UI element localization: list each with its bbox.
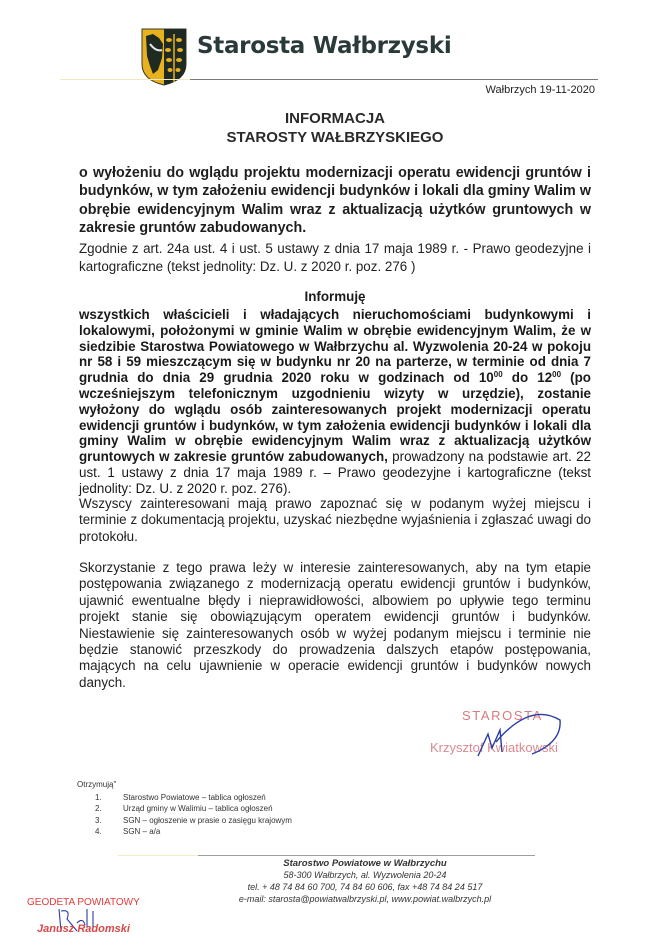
informuje-heading: Informuję bbox=[304, 289, 366, 304]
footer-rule-fade bbox=[118, 855, 198, 856]
footer-phone: tel. + 48 74 84 60 700, 74 84 60 606, fax +48 74 84 24 517 bbox=[247, 882, 483, 892]
hour-superscript: 00 bbox=[552, 370, 562, 380]
announcement-bold-mid: do 12 bbox=[502, 370, 553, 386]
header-divider bbox=[190, 79, 598, 80]
recipients-label: Otrzymują" bbox=[77, 780, 117, 789]
hour-superscript: 00 bbox=[493, 370, 503, 380]
recipient-item: 4. SGN – a/a bbox=[95, 826, 161, 836]
document-title: INFORMACJA bbox=[285, 110, 385, 127]
brand-title: Starosta Wałbrzyski bbox=[197, 33, 452, 59]
surveyor-role: GEODETA POWIATOWY bbox=[27, 897, 140, 908]
signature-role: STAROSTA bbox=[462, 708, 543, 723]
interest-paragraph: Skorzystanie z tego prawa leży w interesie zainteresowanych, aby na tym etapie postępowania związanego z modernizacją operatu ewidencji gruntów i budynków, ujawnić ewentualne błędy i nieprawidłowości, albowiem po upływie tego terminu projekt stanie się obowiązującym operatem ewidencji gruntów i budynków. Niestawienie się zainteresowanych osób w wyżej podanym miejscu i terminie nie będzie stanowić przeszkody do prowadzenia dalszych etapów postępowania, mających na celu ujawnienie w operacie ewidencji gruntów i budynków nowych danych. bbox=[79, 560, 591, 690]
rights-paragraph: Wszyscy zainteresowani mają prawo zapoznać się w podanym wyżej miejscu i terminie z dokumentacją projektu, uzyskać niezbędne wyjaśnienia i zgłaszać uwagi do protokołu. bbox=[79, 496, 591, 544]
handwritten-signature-icon bbox=[470, 712, 570, 762]
footer-address: 58-300 Wałbrzych, al. Wyzwolenia 20-24 bbox=[283, 870, 447, 880]
subject-paragraph: o wyłożeniu do wglądu projektu modernizacji operatu ewidencji gruntów i budynków, w tym założeniu ewidencji budynków i lokali dla gminy Walim w obrębie ewidencyjnym Walim wraz z aktualizacją użytków gruntowych w zakresie gruntów zabudowanych. bbox=[79, 165, 591, 237]
main-announcement bbox=[79, 307, 591, 497]
recipient-item: 3. SGN – ogłoszenie w prasie o zasięgu krajowym bbox=[95, 815, 292, 825]
footer-org: Starostwo Powiatowe w Wałbrzychu bbox=[283, 858, 447, 869]
header-rule-fade bbox=[60, 79, 190, 80]
footer-contact: e-mail: starosta@powiatwalbrzyski.pl, www.powiat.walbrzych.pl bbox=[238, 894, 492, 904]
footer-divider bbox=[198, 855, 535, 856]
recipient-item: 1. Starostwo Powiatowe – tablica ogłoszeń bbox=[95, 793, 266, 802]
recipients-list bbox=[95, 793, 292, 838]
recipient-item: 2. Urząd gminy w Walimiu – tablica ogłoszeń bbox=[95, 804, 273, 814]
document-subtitle: STAROSTY WAŁBRZYSKIEGO bbox=[226, 129, 444, 146]
coat-of-arms-icon bbox=[141, 28, 187, 86]
place-date: Wałbrzych 19-11-2020 bbox=[485, 84, 595, 96]
legal-basis-paragraph: Zgodnie z art. 24a ust. 4 i ust. 5 ustawy z dnia 17 maja 1989 r. - Prawo geodezyjne i kartograficzne (tekst jednolity: Dz. U. z 2020 r. poz. 276 ) bbox=[79, 241, 591, 275]
announcement-bold-part1: wszystkich właścicieli i władających nieruchomościami budynkowymi i lokalowymi, położonymi w gminie Walim w obrębie ewidencyjnym Walim, że w siedzibie Starostwa Powiatowego w Wałbrzychu al. Wyzwolenia 20-24 w pokoju nr 58 i 59 mieszczącym się w budynku nr 20 na parterze, w terminie od dnia 7 grudnia do dnia 29 grudnia 2020 roku w godzinach od 10 bbox=[79, 307, 591, 386]
signature-name: Krzysztof Kwiatkowski bbox=[430, 740, 558, 755]
surveyor-name: Janusz Radomski bbox=[37, 923, 130, 935]
announcement-regular-part: prowadzony na podstawie art. 22 ust. 1 ustawy z dnia 17 maja 1989 r. – Prawo geodezyjne i kartograficzne (tekst jednolity: Dz. U. z 2020 r. poz. 276). bbox=[79, 449, 591, 496]
announcement-bold-part2: (po wcześniejszym telefonicznym uzgodnieniu wizyty w urzędzie), zostanie wyłożony do wglądu osób zainteresowanych projekt modernizacji operatu ewidencji gruntów i budynków, w tym założenia ewidencji budynków i lokali dla gminy Walim w obrębie ewidencyjnym Walim wraz z aktualizacją użytków gruntowych w zakresie gruntów zabudowanych, bbox=[79, 370, 591, 465]
